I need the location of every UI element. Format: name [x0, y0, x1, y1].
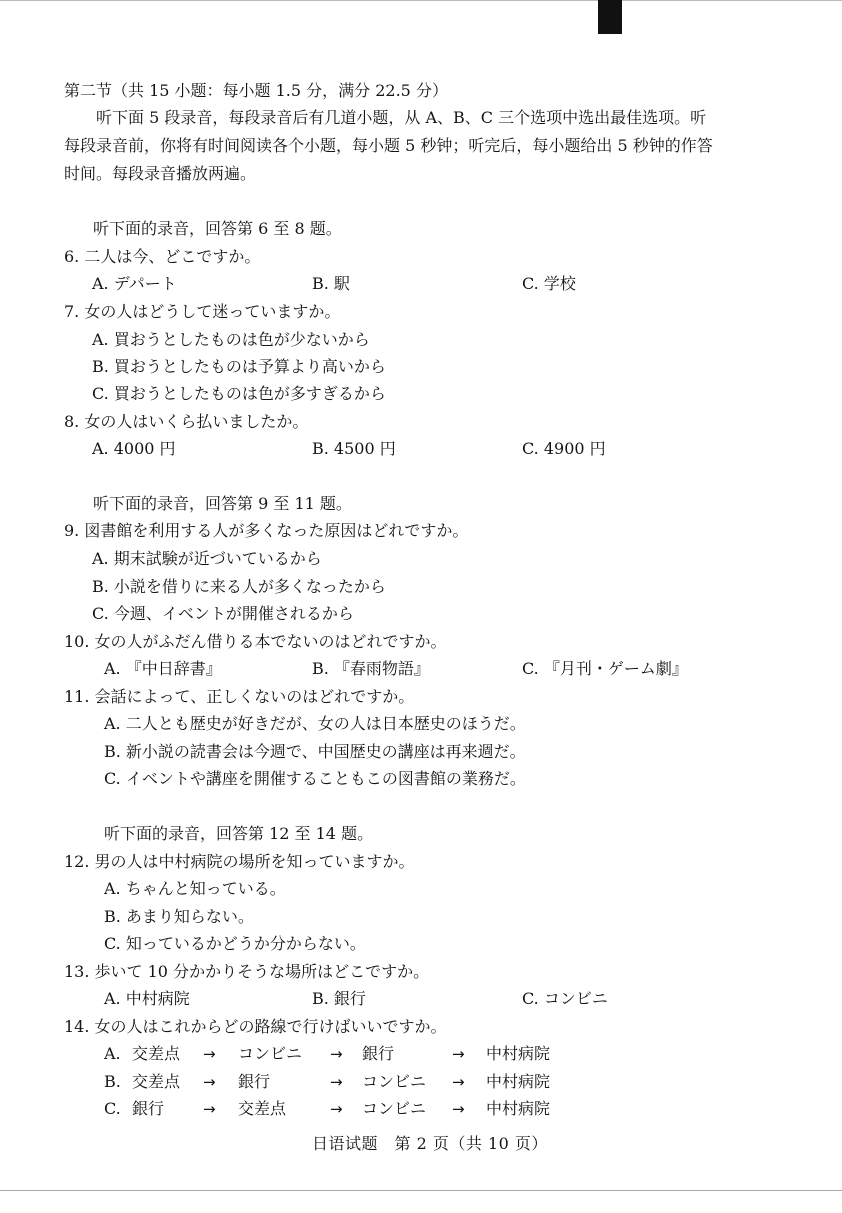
q14-route-a-arrow-3: →: [452, 1045, 465, 1063]
question-10: 10. 女の人がふだん借りる本でないのはどれですか。: [64, 632, 447, 651]
q8-option-a: A. 4000 円: [92, 439, 176, 458]
q9-option-b: B. 小説を借りに来る人が多くなったから: [92, 577, 386, 596]
bottom-edge-line: [0, 1190, 842, 1191]
q13-option-a: A. 中村病院: [104, 989, 190, 1008]
q14-route-a-arrow-1: →: [203, 1045, 216, 1063]
q14-route-c-stop-3: コンビニ: [362, 1099, 427, 1118]
q14-route-b-stop-3: コンビニ: [362, 1072, 427, 1091]
q14-route-c-stop-1: 銀行: [132, 1099, 165, 1118]
q14-route-c-stop-2: 交差点: [238, 1099, 287, 1118]
question-12: 12. 男の人は中村病院の場所を知っていますか。: [64, 852, 415, 871]
question-11: 11. 会話によって、正しくないのはどれですか。: [64, 687, 415, 706]
q14-route-a-stop-3: 銀行: [362, 1044, 395, 1063]
q7-option-a: A. 買おうとしたものは色が少ないから: [92, 330, 370, 349]
q12-option-b: B. あまり知らない。: [104, 907, 254, 926]
instructions-line-1: 听下面 5 段录音，每段录音后有几道小题，从 A、B、C 三个选项中选出最佳选项。听: [96, 108, 707, 127]
q8-option-c: C. 4900 円: [522, 439, 606, 458]
q13-option-c: C. コンビニ: [522, 989, 608, 1008]
group3-intro: 听下面的录音，回答第 12 至 14 题。: [104, 824, 374, 843]
q14-route-a-stop-2: コンビニ: [238, 1044, 303, 1063]
section-header: 第二节（共 15 小题：每小题 1.5 分，满分 22.5 分）: [64, 81, 448, 100]
q8-option-b: B. 4500 円: [312, 439, 396, 458]
group1-intro: 听下面的录音，回答第 6 至 8 题。: [93, 219, 342, 238]
q6-option-c: C. 学校: [522, 274, 576, 293]
q14-route-c-stop-4: 中村病院: [486, 1099, 551, 1118]
q14-route-b-stop-2: 銀行: [238, 1072, 271, 1091]
q12-option-a: A. ちゃんと知っている。: [104, 879, 286, 898]
q9-option-a: A. 期末試験が近づいているから: [92, 549, 322, 568]
q11-option-b: B. 新小説の読書会は今週で、中国歴史の講座は再来週だ。: [104, 742, 526, 761]
instructions-line-3: 时间。每段录音播放两遍。: [64, 164, 257, 183]
q14-route-c-arrow-1: →: [203, 1100, 216, 1118]
group2-intro: 听下面的录音，回答第 9 至 11 题。: [93, 494, 352, 513]
q11-option-a: A. 二人とも歴史が好きだが、女の人は日本歴史のほうだ。: [104, 714, 526, 733]
q14-route-c-arrow-2: →: [330, 1100, 343, 1118]
q14-route-b-stop-4: 中村病院: [486, 1072, 551, 1091]
question-7: 7. 女の人はどうして迷っていますか。: [64, 302, 341, 321]
q14-route-b-arrow-2: →: [330, 1073, 343, 1091]
q14-route-a-stop-4: 中村病院: [486, 1044, 551, 1063]
q10-option-c: C. 『月刊・ゲーム劇』: [522, 659, 688, 678]
question-13: 13. 歩いて 10 分かかりそうな場所はどこですか。: [64, 962, 430, 981]
q14-route-b-arrow-3: →: [452, 1073, 465, 1091]
q12-option-c: C. 知っているかどうか分からない。: [104, 934, 366, 953]
q14-route-c-arrow-3: →: [452, 1100, 465, 1118]
q14-route-a-stop-1: 交差点: [132, 1044, 181, 1063]
q14-route-a-arrow-2: →: [330, 1045, 343, 1063]
q13-option-b: B. 銀行: [312, 989, 366, 1008]
q14-route-b-label: B.: [104, 1072, 121, 1091]
question-6: 6. 二人は今、どこですか。: [64, 247, 261, 266]
registration-mark: [598, 0, 622, 34]
q7-option-b: B. 買おうとしたものは予算より高いから: [92, 357, 386, 376]
top-edge-line: [0, 0, 842, 1]
q14-route-b-stop-1: 交差点: [132, 1072, 181, 1091]
page-footer: 日语试题 第 2 页（共 10 页）: [312, 1134, 548, 1153]
q10-option-a: A. 『中日辞書』: [104, 659, 222, 678]
q14-route-b-arrow-1: →: [203, 1073, 216, 1091]
q10-option-b: B. 『春雨物語』: [312, 659, 430, 678]
q14-route-a-label: A.: [104, 1044, 121, 1063]
q7-option-c: C. 買おうとしたものは色が多すぎるから: [92, 384, 386, 403]
instructions-line-2: 每段录音前，你将有时间阅读各个小题，每小题 5 秒钟；听完后，每小题给出 5 秒钟的作答: [64, 136, 713, 155]
q11-option-c: C. イベントや講座を開催することもこの図書館の業務だ。: [104, 769, 526, 788]
q6-option-b: B. 駅: [312, 274, 350, 293]
question-14: 14. 女の人はこれからどの路線で行けばいいですか。: [64, 1017, 447, 1036]
q6-option-a: A. デパート: [92, 274, 177, 293]
q9-option-c: C. 今週、イベントが開催されるから: [92, 604, 354, 623]
question-8: 8. 女の人はいくら払いましたか。: [64, 412, 309, 431]
q14-route-c-label: C.: [104, 1099, 121, 1118]
question-9: 9. 図書館を利用する人が多くなった原因はどれですか。: [64, 521, 469, 540]
